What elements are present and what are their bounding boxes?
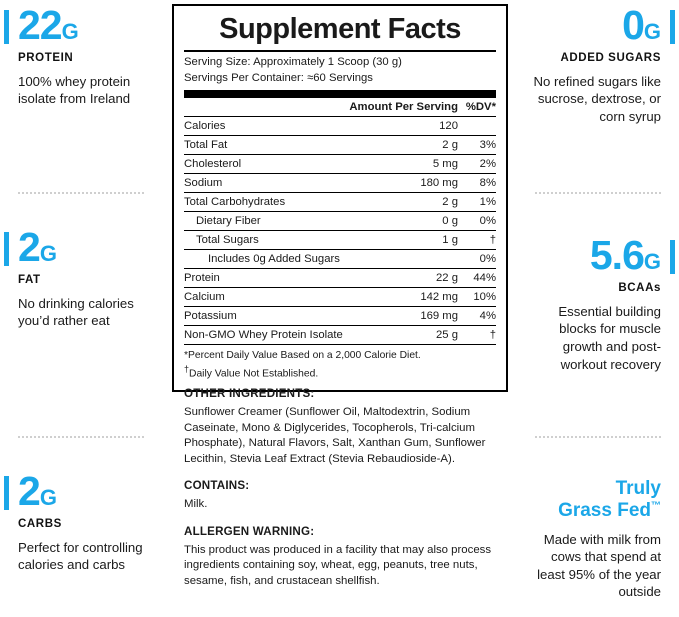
fact-value-carbs: 2G bbox=[18, 468, 57, 514]
row-amount: 1 g bbox=[347, 230, 458, 249]
fact-desc-truly-grass-fed: Made with milk from cows that spend at least 95% of the year outside bbox=[537, 531, 661, 600]
row-amount: 120 bbox=[347, 116, 458, 135]
row-amount: 2 g bbox=[347, 192, 458, 211]
spacer bbox=[184, 467, 502, 478]
table-row bbox=[184, 230, 496, 249]
row-name: Total Sugars bbox=[184, 230, 347, 249]
row-name: Calories bbox=[184, 116, 347, 135]
center-column bbox=[172, 0, 508, 617]
supplement-facts-title: Supplement Facts bbox=[219, 13, 461, 45]
fact-label-protein: PROTEIN bbox=[18, 51, 74, 64]
fact-desc-fat: No drinking calories you’d rather eat bbox=[18, 295, 134, 329]
rule-thick-divider bbox=[184, 90, 496, 98]
other-ingredients-heading: OTHER INGREDIENTS: bbox=[184, 387, 315, 400]
truly-grass-fed-line2: Grass Fed™ bbox=[558, 499, 661, 521]
header-blank bbox=[184, 98, 347, 117]
table-row bbox=[184, 192, 496, 211]
row-name: Includes 0g Added Sugars bbox=[184, 249, 347, 268]
ingredients-section bbox=[184, 386, 502, 590]
table-row bbox=[184, 135, 496, 154]
contains-body: Milk. bbox=[184, 498, 208, 511]
table-row bbox=[184, 287, 496, 306]
row-dv: 1% bbox=[458, 192, 496, 211]
row-name: Non-GMO Whey Protein Isolate bbox=[184, 325, 347, 344]
right-facts-column bbox=[509, 0, 679, 617]
fact-label-added-sugars: ADDED SUGARS bbox=[560, 51, 661, 64]
row-dv: 8% bbox=[458, 173, 496, 192]
divider-left-1 bbox=[18, 192, 144, 194]
accent-bar-icon bbox=[4, 476, 9, 510]
row-amount: 25 g bbox=[347, 325, 458, 344]
accent-bar-icon bbox=[670, 10, 675, 44]
footnotes bbox=[184, 345, 496, 382]
row-amount: 0 g bbox=[347, 211, 458, 230]
table-header-row bbox=[184, 98, 496, 117]
other-ingredients-body: Sunflower Creamer (Sunflower Oil, Maltodextrin, Sodium Caseinate, Mono & Diglycerides, Tocopherols, Tri-calcium Phosphate), Natural Flavors, Salt, Xanthan Gum, Sunflower Lecithin, Stevia Leaf Extract (Stevia Rebaudioside-A). bbox=[184, 405, 486, 465]
fact-value-bcaas: 5.6G bbox=[589, 232, 661, 278]
trademark-icon: ™ bbox=[651, 500, 661, 512]
divider-left-2 bbox=[18, 436, 144, 438]
contains-heading: CONTAINS: bbox=[184, 479, 250, 493]
fact-desc-carbs: Perfect for controlling calories and carbs bbox=[18, 539, 143, 573]
row-dv: 10% bbox=[458, 287, 496, 306]
row-name: Total Carbohydrates bbox=[184, 192, 347, 211]
fact-block-fat bbox=[0, 224, 170, 330]
table-row bbox=[184, 211, 496, 230]
fact-block-added-sugars bbox=[509, 2, 679, 126]
fact-block-protein bbox=[0, 2, 170, 108]
truly-grass-fed-line1: Truly bbox=[615, 478, 661, 499]
row-name: Dietary Fiber bbox=[184, 211, 347, 230]
table-row bbox=[184, 116, 496, 135]
row-name: Cholesterol bbox=[184, 154, 347, 173]
fact-block-bcaas bbox=[509, 232, 679, 373]
dagger-symbol: † bbox=[184, 364, 190, 375]
row-amount bbox=[347, 249, 458, 268]
table-row bbox=[184, 268, 496, 287]
serving-size: Serving Size: Approximately 1 Scoop (30 g) bbox=[184, 56, 402, 69]
row-dv: 2% bbox=[458, 154, 496, 173]
supplement-facts-panel bbox=[172, 4, 508, 392]
row-dv: 0% bbox=[458, 211, 496, 230]
table-row bbox=[184, 306, 496, 325]
divider-right-1 bbox=[535, 192, 661, 194]
row-name: Protein bbox=[184, 268, 347, 287]
footnote-not-established: †Daily Value Not Established. bbox=[184, 364, 319, 380]
fact-value-fat: 2G bbox=[18, 224, 57, 270]
servings-per-container: Servings Per Container: ≈60 Servings bbox=[184, 71, 373, 84]
fact-desc-bcaas: Essential building blocks for muscle growth and post-workout recovery bbox=[558, 303, 661, 372]
nutrition-table bbox=[184, 98, 496, 345]
serving-info bbox=[184, 52, 496, 90]
header-amount-per-serving: Amount Per Serving bbox=[347, 98, 458, 117]
fact-block-carbs bbox=[0, 468, 170, 574]
spacer bbox=[184, 513, 502, 524]
header-dv: %DV* bbox=[458, 98, 496, 117]
allergen-warning-body: This product was produced in a facility that may also process ingredients containing soy, wheat, egg, peanuts, tree nuts, sesame, fish, and crustacean shellfish. bbox=[184, 543, 492, 587]
row-name: Sodium bbox=[184, 173, 347, 192]
row-name: Total Fat bbox=[184, 135, 347, 154]
row-amount: 22 g bbox=[347, 268, 458, 287]
fact-value-added-sugars: 0G bbox=[622, 2, 661, 48]
footnote-daily-value: *Percent Daily Value Based on a 2,000 Calorie Diet. bbox=[184, 349, 421, 361]
row-dv: 3% bbox=[458, 135, 496, 154]
fact-desc-protein: 100% whey protein isolate from Ireland bbox=[18, 73, 131, 107]
row-dv: 44% bbox=[458, 268, 496, 287]
row-amount: 180 mg bbox=[347, 173, 458, 192]
divider-right-2 bbox=[535, 436, 661, 438]
fact-value-protein: 22G bbox=[18, 2, 79, 48]
accent-bar-icon bbox=[4, 232, 9, 266]
accent-bar-icon bbox=[4, 10, 9, 44]
fact-label-bcaas: BCAAs bbox=[618, 281, 661, 294]
table-row bbox=[184, 154, 496, 173]
row-dv: † bbox=[458, 325, 496, 344]
table-row bbox=[184, 249, 496, 268]
row-name: Potassium bbox=[184, 306, 347, 325]
fact-block-truly-grass-fed bbox=[509, 478, 679, 601]
left-facts-column bbox=[0, 0, 170, 617]
row-dv: 0% bbox=[458, 249, 496, 268]
row-amount: 5 mg bbox=[347, 154, 458, 173]
fact-desc-added-sugars: No refined sugars like sucrose, dextrose, or corn syrup bbox=[533, 73, 661, 125]
table-row bbox=[184, 325, 496, 344]
row-amount: 2 g bbox=[347, 135, 458, 154]
row-dv: 4% bbox=[458, 306, 496, 325]
row-amount: 142 mg bbox=[347, 287, 458, 306]
row-dv: † bbox=[458, 230, 496, 249]
accent-bar-icon bbox=[670, 240, 675, 274]
allergen-warning-heading: ALLERGEN WARNING: bbox=[184, 524, 315, 538]
table-row bbox=[184, 173, 496, 192]
row-amount: 169 mg bbox=[347, 306, 458, 325]
row-name: Calcium bbox=[184, 287, 347, 306]
fact-label-carbs: CARBS bbox=[18, 517, 62, 530]
row-dv bbox=[458, 116, 496, 135]
fact-label-fat: FAT bbox=[18, 273, 41, 286]
